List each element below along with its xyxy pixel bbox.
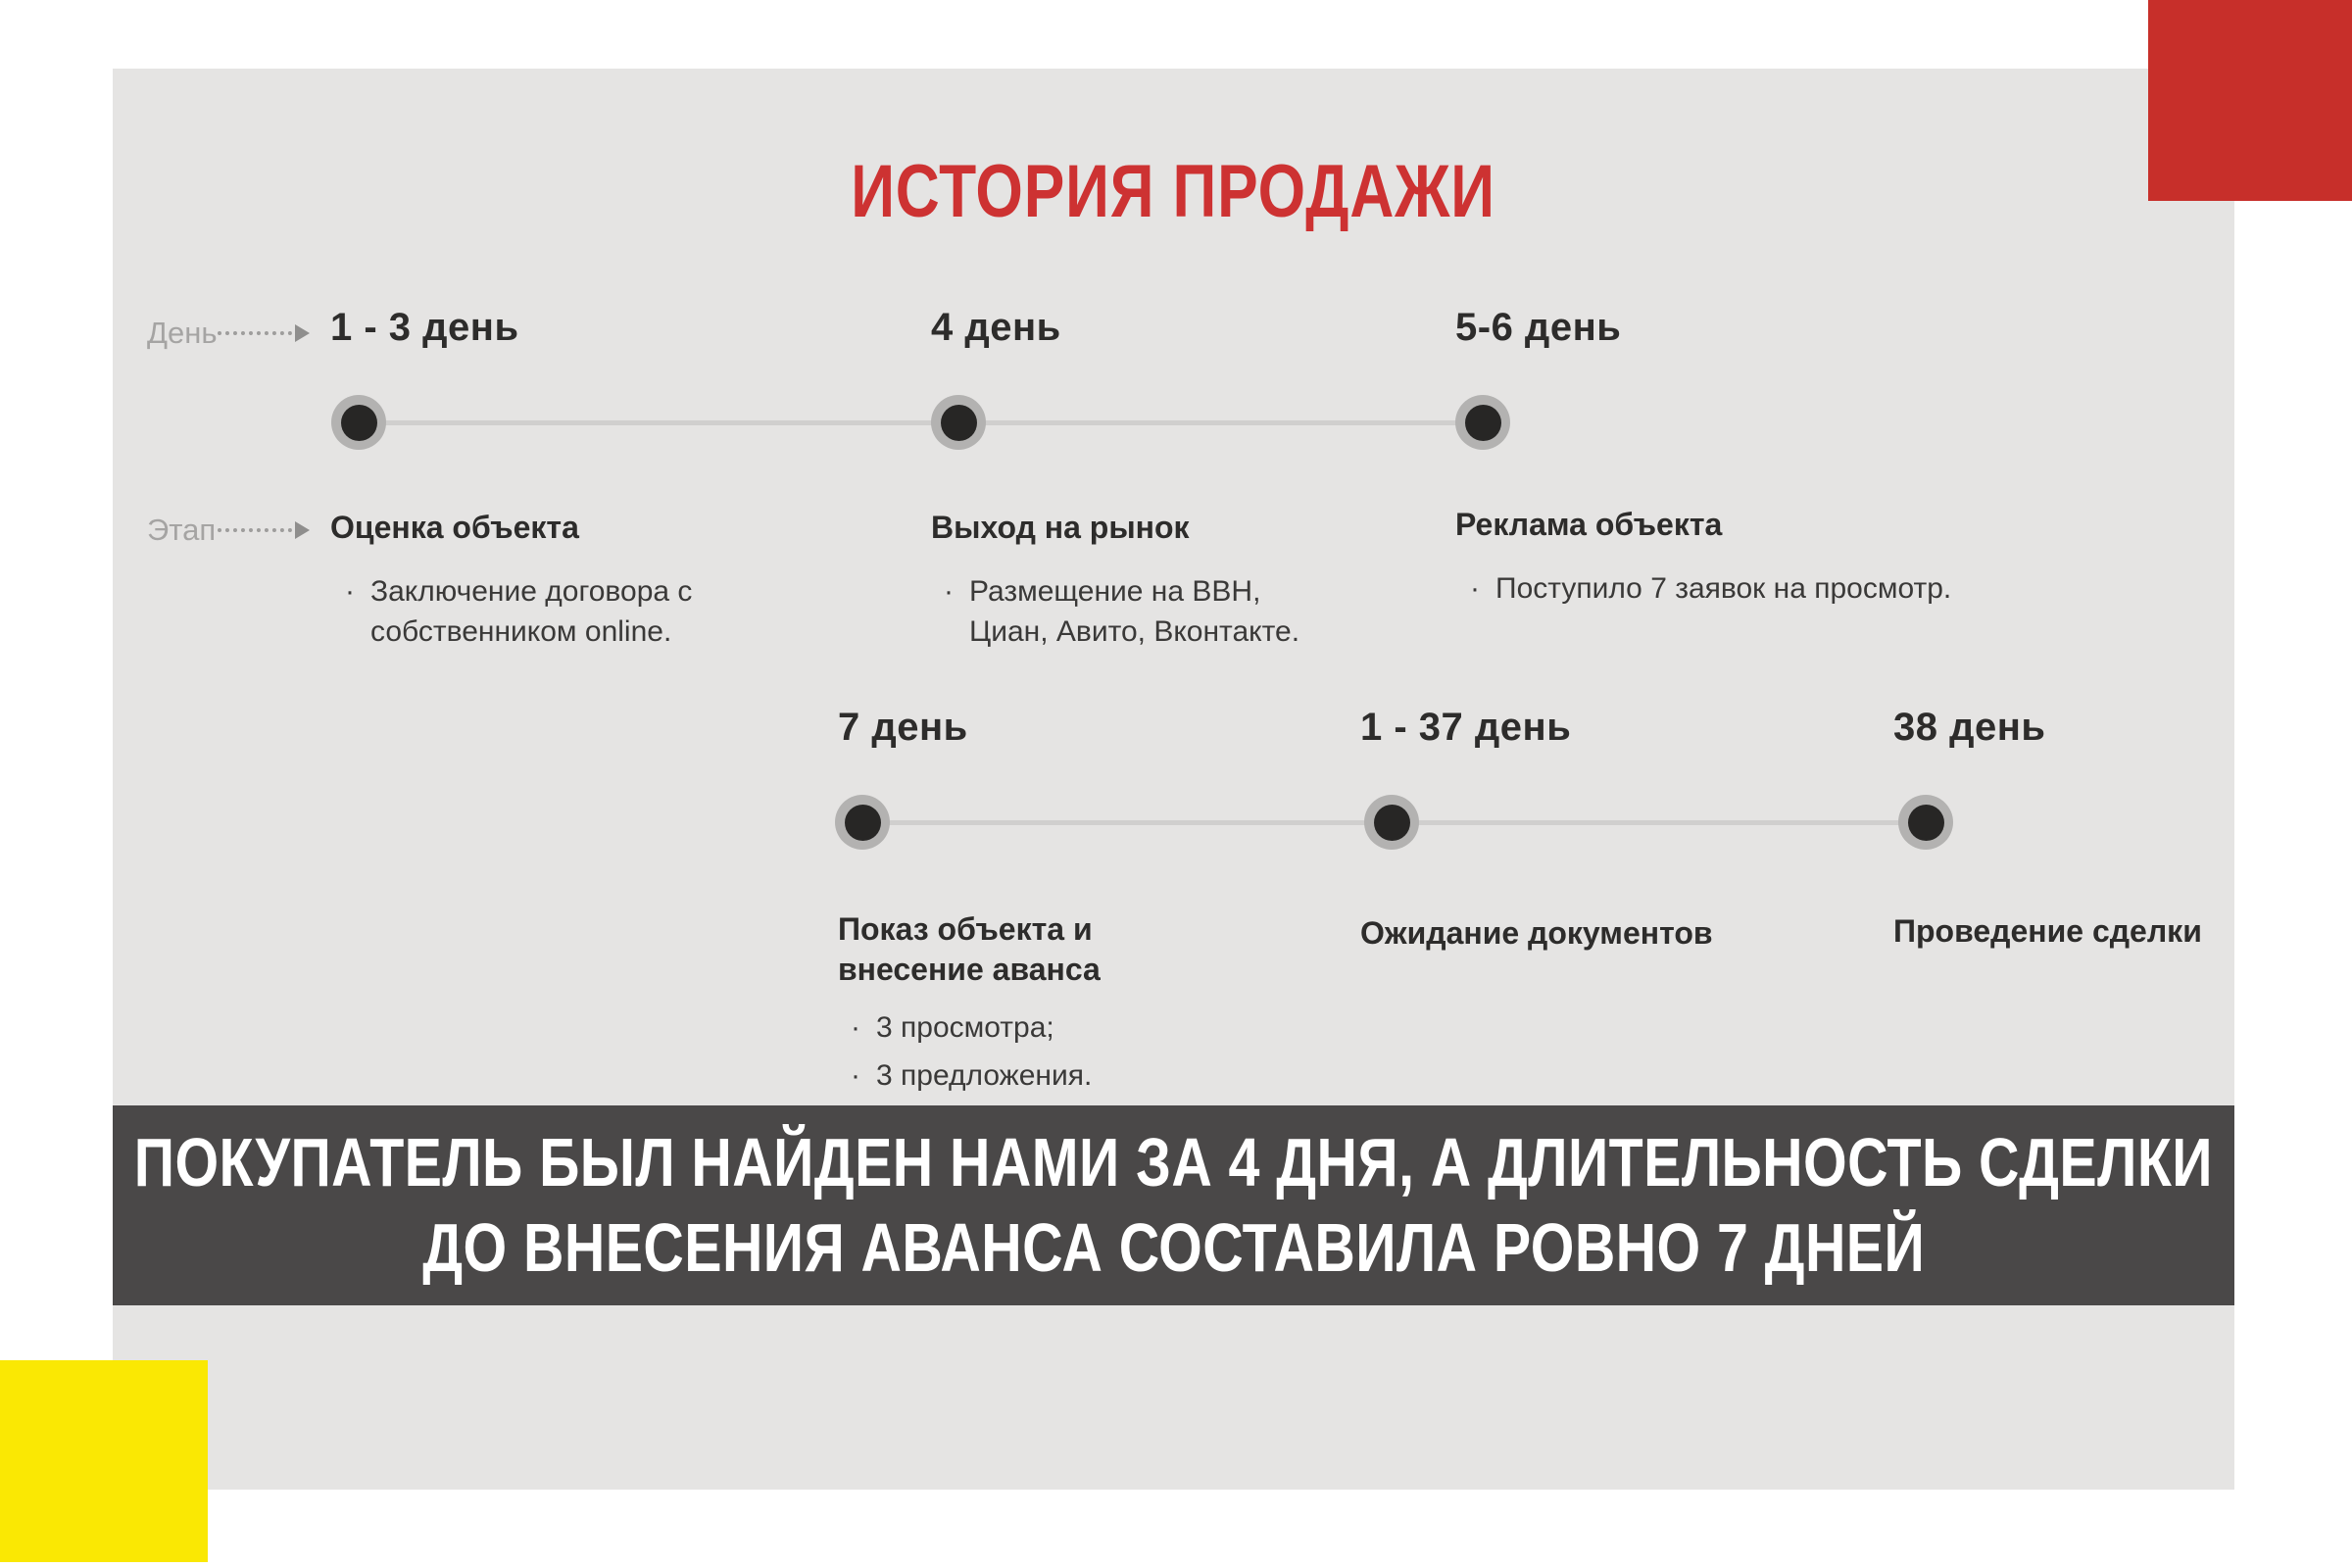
milestone-2-stage: Выход на рынок: [931, 510, 1190, 545]
list-item: · Размещение на ВВН, Циан, Авито, Вконтакте.: [944, 571, 1355, 653]
timeline-dot-4: [835, 795, 890, 850]
bullet-dot-icon: ·: [851, 1011, 860, 1044]
milestone-4-bullets: [851, 1007, 1262, 1104]
bullet-dot-icon: ·: [1470, 572, 1480, 605]
timeline-dot-2: [931, 395, 986, 450]
milestone-3-bullets: [1470, 568, 2019, 616]
milestone-6-day: 38 день: [1893, 706, 2046, 749]
bullet-dot-icon: ·: [944, 575, 954, 608]
page-title-text: ИСТОРИЯ ПРОДАЖИ: [851, 150, 1496, 233]
page-title: [113, 149, 2234, 234]
stage-arrow-dotted-line: [218, 528, 292, 532]
timeline-dot-2-core: [941, 405, 977, 441]
timeline-dot-6-core: [1908, 805, 1944, 841]
milestone-2-day: 4 день: [931, 306, 1061, 349]
timeline-dot-5-core: [1374, 805, 1410, 841]
timeline-line-row1: [359, 420, 1483, 425]
bullet-dot-icon: ·: [851, 1059, 860, 1093]
day-arrow-dotted-line: [218, 331, 292, 335]
milestone-4-stage: Показ объекта и внесение аванса: [838, 911, 1101, 987]
milestone-3-day: 5-6 день: [1455, 306, 1622, 349]
bullet-dot-icon: ·: [345, 575, 355, 608]
legend-stage-label: Этап: [147, 513, 217, 547]
milestone-1-bullets: [345, 571, 717, 661]
timeline-dot-5: [1364, 795, 1419, 850]
list-item: · Поступило 7 заявок на просмотр.: [1470, 568, 2019, 609]
summary-banner-line-1: ПОКУПАТЕЛЬ БЫЛ НАЙДЕН НАМИ ЗА 4 ДНЯ, А ДЛИТЕЛЬНОСТЬ СДЕЛКИ: [133, 1124, 2214, 1201]
milestone-4-day: 7 день: [838, 706, 968, 749]
timeline-dot-4-core: [845, 805, 881, 841]
day-arrow-head-icon: [295, 324, 310, 342]
list-item: · 3 предложения.: [851, 1055, 1262, 1096]
legend-day-label: День: [147, 316, 218, 350]
milestone-5-stage: Ожидание документов: [1360, 915, 1713, 951]
milestone-3-stage: Реклама объекта: [1455, 507, 1723, 542]
timeline-dot-3: [1455, 395, 1510, 450]
summary-banner: [113, 1105, 2234, 1305]
milestone-6-stage: Проведение сделки: [1893, 913, 2202, 949]
list-item: · Заключение договора с собственником online.: [345, 571, 717, 653]
timeline-dot-1-core: [341, 405, 377, 441]
timeline-dot-6: [1898, 795, 1953, 850]
milestone-5-day: 1 - 37 день: [1360, 706, 1572, 749]
yellow-accent-square: [0, 1360, 208, 1562]
milestone-1-stage: Оценка объекта: [330, 510, 579, 545]
day-arrow-icon: [218, 324, 310, 342]
stage-arrow-head-icon: [295, 521, 310, 539]
summary-banner-line-2: ДО ВНЕСЕНИЯ АВАНСА СОСТАВИЛА РОВНО 7 ДНЕЙ: [422, 1209, 1925, 1286]
stage-arrow-icon: [218, 521, 310, 539]
timeline-dot-3-core: [1465, 405, 1501, 441]
milestone-1-day: 1 - 3 день: [330, 306, 519, 349]
timeline-dot-1: [331, 395, 386, 450]
list-item: · 3 просмотра;: [851, 1007, 1262, 1048]
milestone-2-bullets: [944, 571, 1355, 661]
